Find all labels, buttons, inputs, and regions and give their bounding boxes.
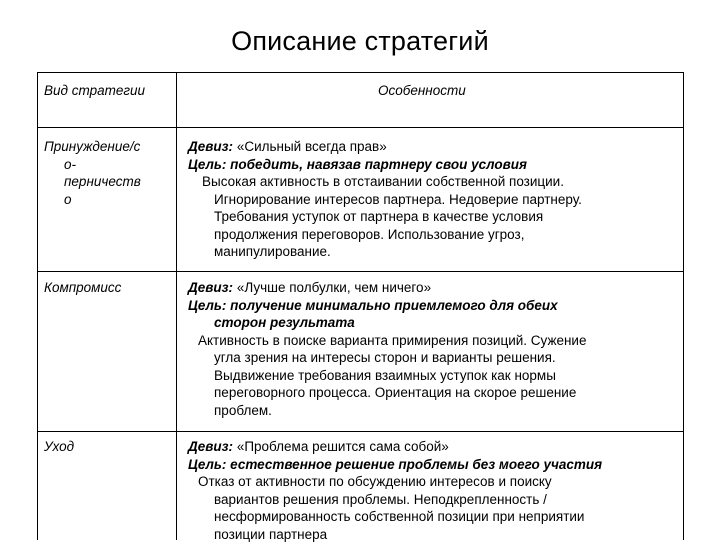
body-line: переговорного процесса. Ориентация на скорое решение <box>188 384 688 402</box>
goal-line: Цель: победить, навязав партнеру свои условия <box>188 156 688 174</box>
body-line: Активность в поиске варианта примирения позиций. Сужение <box>188 332 688 350</box>
row-name-withdrawal <box>44 438 170 456</box>
motto-text: «Сильный всегда прав» <box>237 139 387 154</box>
row-desc-coercion <box>188 138 688 261</box>
row-name-line: Компромисс <box>44 279 170 297</box>
row-name-line: о <box>44 191 170 209</box>
motto-text: «Проблема решится сама собой» <box>237 439 449 454</box>
body-line: позиции партнера <box>188 526 688 543</box>
body-line: Игнорирование интересов партнера. Недоверие партнеру. <box>188 191 688 209</box>
body-line: манипулирование. <box>188 243 688 261</box>
header-features: Особенности <box>378 82 466 100</box>
body-line: Требования уступок от партнера в качестве условия <box>188 208 688 226</box>
body-line: Отказ от активности по обсуждению интересов и поиску <box>188 473 688 491</box>
page-title: Описание стратегий <box>0 26 720 57</box>
table-divider-row2 <box>37 431 684 432</box>
header-strategy-type: Вид стратегии <box>44 82 145 100</box>
motto-line <box>188 438 688 456</box>
row-name-compromise <box>44 279 170 297</box>
body-line: продолжения переговоров. Использование угроз, <box>188 226 688 244</box>
body-line: вариантов решения проблемы. Неподкрепленность / <box>188 491 688 509</box>
motto-label: Девиз: <box>188 280 233 295</box>
motto-line <box>188 279 688 297</box>
motto-label: Девиз: <box>188 139 233 154</box>
body-line: угла зрения на интересы сторон и варианты решения. <box>188 349 688 367</box>
body-line: Высокая активность в отстаивании собственной позиции. <box>188 173 688 191</box>
table-column-divider <box>176 72 177 540</box>
motto-line <box>188 138 688 156</box>
row-name-line: Уход <box>44 438 170 456</box>
row-name-line: Принуждение/с <box>44 138 170 156</box>
table-divider-header <box>37 127 684 128</box>
row-name-line: перничеств <box>44 173 170 191</box>
motto-label: Девиз: <box>188 439 233 454</box>
motto-text: «Лучше полбулки, чем ничего» <box>237 280 431 295</box>
row-name-line: о- <box>44 156 170 174</box>
goal-line: сторон результата <box>188 314 688 332</box>
goal-line: Цель: естественное решение проблемы без моего участия <box>188 456 688 474</box>
body-line: проблем. <box>188 402 688 420</box>
row-desc-withdrawal <box>188 438 688 543</box>
table-divider-row1 <box>37 271 684 272</box>
goal-line: Цель: получение минимально приемлемого для обеих <box>188 297 688 315</box>
table-border-left <box>37 72 38 540</box>
body-line: Выдвижение требования взаимных уступок как нормы <box>188 367 688 385</box>
row-desc-compromise <box>188 279 688 419</box>
body-line: несформированность собственной позиции при неприятии <box>188 508 688 526</box>
table-border-top <box>37 72 684 73</box>
row-name-coercion <box>44 138 170 208</box>
